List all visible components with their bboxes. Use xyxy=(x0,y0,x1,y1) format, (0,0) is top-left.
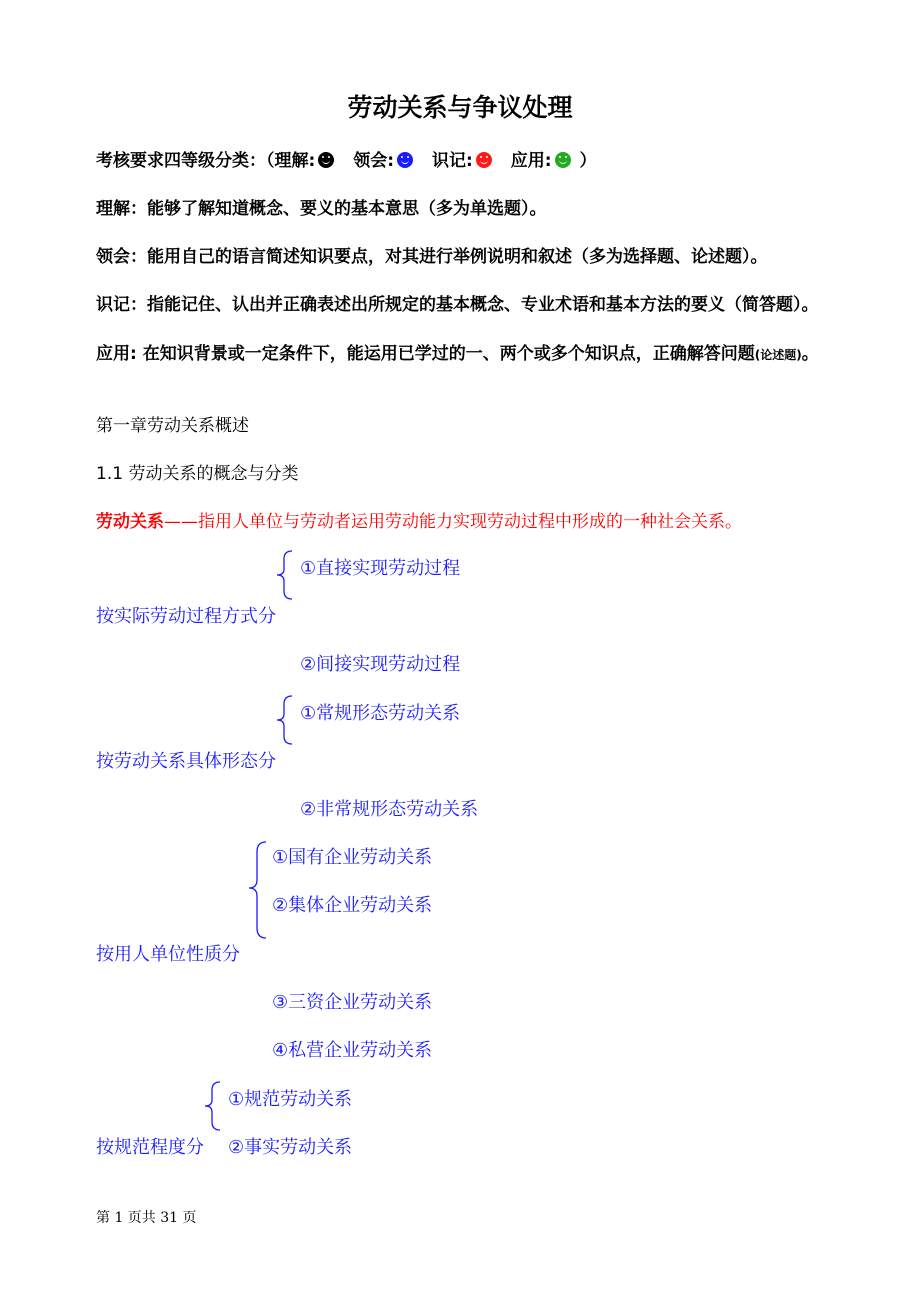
brace-icon xyxy=(244,840,268,940)
class2-item1: ①常规形态劳动关系 xyxy=(300,703,461,724)
smiley-blue-icon xyxy=(397,152,413,168)
definition-text: ——指用人单位与劳动者运用劳动能力实现劳动过程中形成的一种社会关系。 xyxy=(164,512,742,532)
definition-apply-end: 。 xyxy=(801,344,819,364)
class1-item1: ①直接实现劳动过程 xyxy=(300,558,461,579)
class4-label: 按规范程度分 xyxy=(96,1137,204,1158)
class3-item1: ①国有企业劳动关系 xyxy=(272,847,433,868)
class3-label: 按用人单位性质分 xyxy=(96,944,240,965)
definition-apply-note: (论述题) xyxy=(754,348,802,362)
levels-line xyxy=(96,146,596,171)
levels-memorize: 识记: xyxy=(431,151,473,171)
class4-item2: ②事实劳动关系 xyxy=(228,1137,353,1158)
smiley-black-icon xyxy=(318,152,334,168)
class1-label: 按实际劳动过程方式分 xyxy=(96,606,276,627)
definition-comprehend: 领会：能用自己的语言简述知识要点，对其进行举例说明和叙述（多为选择题、论述题）。 xyxy=(96,247,768,267)
brace-icon xyxy=(272,694,294,746)
brace-icon xyxy=(200,1080,222,1132)
levels-comprehend: 领会: xyxy=(353,151,395,171)
class2-label: 按劳动关系具体形态分 xyxy=(96,751,276,772)
class3-item4: ④私营企业劳动关系 xyxy=(272,1040,433,1061)
brace-icon xyxy=(272,549,294,601)
page-footer: 第 1 页共 31 页 xyxy=(96,1210,197,1226)
definition-memorize: 识记：指能记住、认出并正确表述出所规定的基本概念、专业术语和基本方法的要义（简答题）。 xyxy=(96,295,819,315)
definition-understand: 理解：能够了解知道概念、要义的基本意思（多为单选题）。 xyxy=(96,199,547,219)
smiley-green-icon xyxy=(555,152,571,168)
class1-item2: ②间接实现劳动过程 xyxy=(300,654,461,675)
chapter-heading: 第一章劳动关系概述 xyxy=(96,416,249,436)
smiley-red-icon xyxy=(476,152,492,168)
levels-prefix: 考核要求四等级分类：（理解: xyxy=(96,151,316,171)
labor-relation-definition xyxy=(96,507,742,532)
definition-term: 劳动关系 xyxy=(96,512,164,532)
class3-item2: ②集体企业劳动关系 xyxy=(272,895,433,916)
levels-apply: 应用: xyxy=(510,151,552,171)
page-title: 劳动关系与争议处理 xyxy=(347,93,573,122)
class4-item1: ①规范劳动关系 xyxy=(228,1089,353,1110)
definition-apply-text: 应用: 在知识背景或一定条件下，能运用已学过的一、两个或多个知识点，正确解答问题 xyxy=(96,344,755,364)
section-heading: 1.1 劳动关系的概念与分类 xyxy=(96,464,299,484)
class2-item2: ②非常规形态劳动关系 xyxy=(300,799,479,820)
class3-item3: ③三资企业劳动关系 xyxy=(272,992,433,1013)
levels-suffix: ） xyxy=(579,151,597,171)
definition-apply xyxy=(96,339,819,364)
